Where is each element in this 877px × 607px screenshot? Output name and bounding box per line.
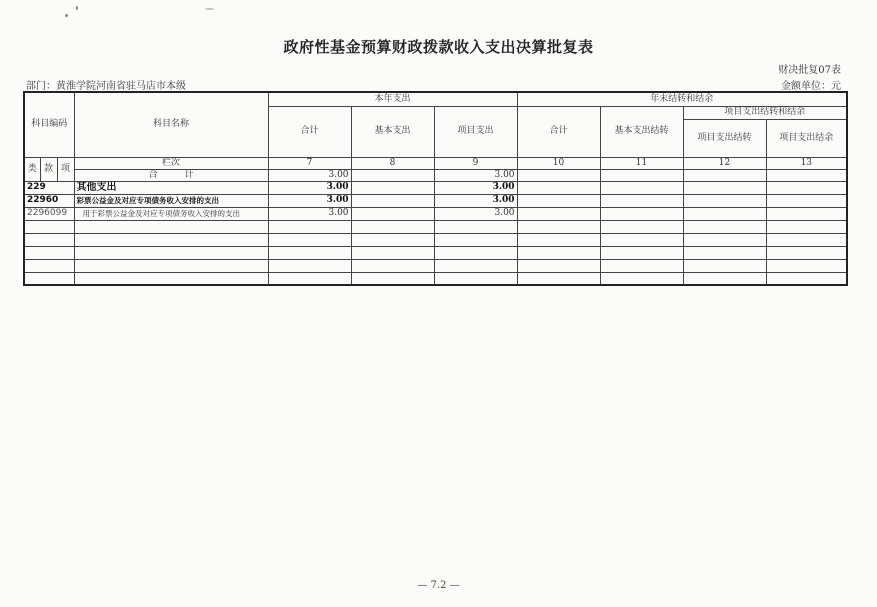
header-subject-name: 科目名称 xyxy=(74,92,268,157)
row-basic xyxy=(351,194,434,207)
table-row xyxy=(24,194,847,207)
header-year-end-balance: 年末结转和结余 xyxy=(517,92,847,106)
table-row xyxy=(24,207,847,220)
header-project-balance: 项目支出结转和结余 xyxy=(683,106,847,119)
budget-table xyxy=(23,91,848,286)
row-name: 用于彩票公益金及对应专项债务收入安排的支出 xyxy=(74,207,268,220)
header-xiang: 项 xyxy=(57,157,74,181)
grand-total-label: 合 计 xyxy=(74,169,268,181)
empty-row xyxy=(24,233,847,246)
col-num: 7 xyxy=(268,157,351,169)
col-num: 8 xyxy=(351,157,434,169)
col-num: 10 xyxy=(517,157,600,169)
table-row xyxy=(24,181,847,194)
header-basic-carryover: 基本支出结转 xyxy=(600,106,683,157)
col-num: 12 xyxy=(683,157,766,169)
scan-speck xyxy=(205,8,214,10)
col-num: 9 xyxy=(434,157,517,169)
row-total: 3.00 xyxy=(268,194,351,207)
col-num: 11 xyxy=(600,157,683,169)
col-num: 13 xyxy=(766,157,847,169)
page-number: — 7.2 — xyxy=(417,580,460,591)
header-basic-expense: 基本支出 xyxy=(351,106,434,157)
row-project: 3.00 xyxy=(434,194,517,207)
row-name: 彩票公益金及对应专项债务收入安排的支出 xyxy=(74,194,268,207)
row-code: 229 xyxy=(24,181,74,194)
row-basic xyxy=(351,181,434,194)
row-total: 3.00 xyxy=(268,207,351,220)
header-total: 合计 xyxy=(268,106,351,157)
header-row-1 xyxy=(24,92,847,106)
empty-row xyxy=(24,220,847,233)
scan-speck xyxy=(76,6,78,10)
header-kuan: 款 xyxy=(40,157,57,181)
empty-row xyxy=(24,246,847,259)
amount-unit-label: 金额单位：元 xyxy=(781,81,841,92)
row-basic xyxy=(351,207,434,220)
empty-row xyxy=(24,272,847,285)
row-name: 其他支出 xyxy=(74,181,268,194)
column-no-label: 栏次 xyxy=(74,157,268,169)
empty-row xyxy=(24,259,847,272)
header-lei: 类 xyxy=(24,157,40,181)
row-project: 3.00 xyxy=(434,181,517,194)
page-title: 政府性基金预算财政拨款收入支出决算批复表 xyxy=(283,38,594,56)
header-project-carryover: 项目支出结转 xyxy=(683,119,766,157)
scan-speck xyxy=(65,14,68,17)
row-total: 3.00 xyxy=(268,181,351,194)
row-code: 22960 xyxy=(24,194,74,207)
row-code: 2296099 xyxy=(24,207,74,220)
grand-total-row xyxy=(24,169,847,181)
grand-total-basic xyxy=(351,169,434,181)
department-label: 部门：黄淮学院河南省驻马店市本级 xyxy=(26,81,186,92)
header-project-surplus: 项目支出结余 xyxy=(766,119,847,157)
header-subject-code: 科目编码 xyxy=(24,92,74,157)
header-total-2: 合计 xyxy=(517,106,600,157)
column-number-row xyxy=(24,157,847,169)
grand-total-project: 3.00 xyxy=(434,169,517,181)
grand-total-value: 3.00 xyxy=(268,169,351,181)
form-number: 财决批复07表 xyxy=(778,65,841,76)
row-project: 3.00 xyxy=(434,207,517,220)
header-current-year-expense: 本年支出 xyxy=(268,92,517,106)
header-project-expense: 项目支出 xyxy=(434,106,517,157)
